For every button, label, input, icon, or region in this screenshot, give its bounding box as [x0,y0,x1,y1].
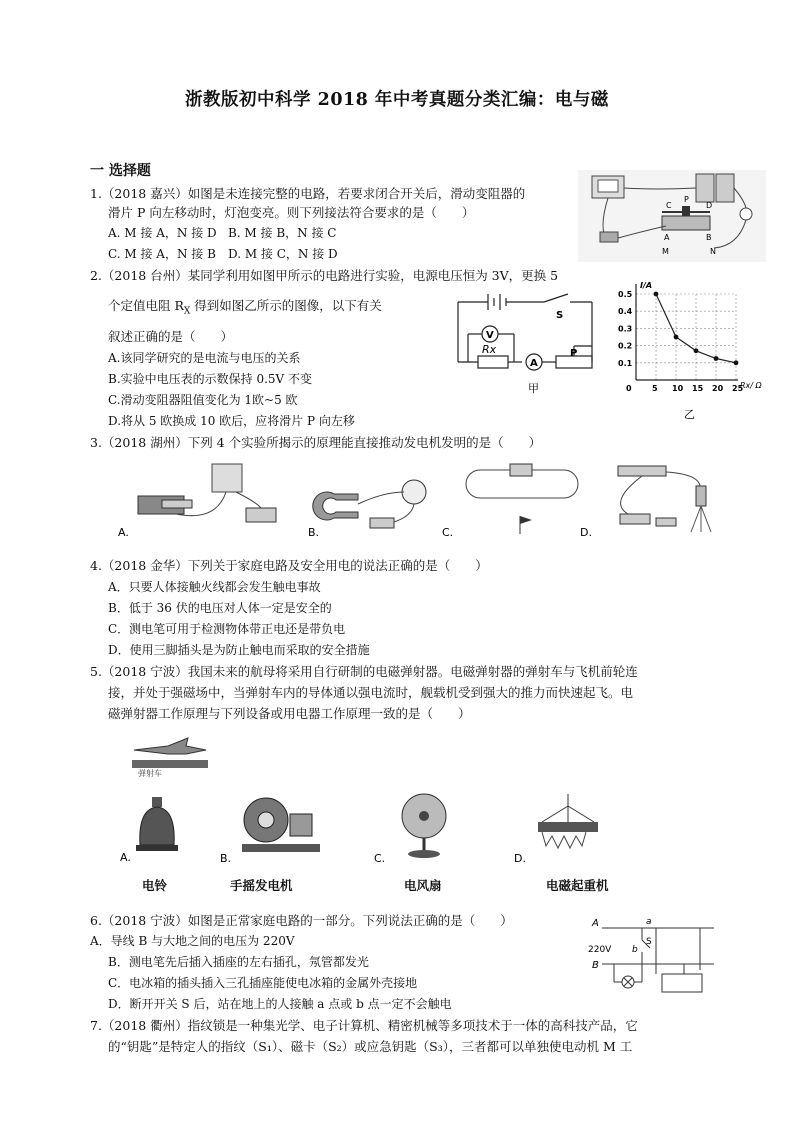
q1-label-m: M [662,247,669,256]
q2-graph-ylabel: I/A [640,281,653,290]
q2-option-b: B.实验中电压表的示数保持 0.5V 不变 [108,372,313,386]
q2-circuit-caption: 甲 [528,382,539,395]
q2-graph [616,278,782,428]
q3-figure-d [580,462,728,544]
q4-option-c: C．测电笔可用于检测物体带正电还是带负电 [108,622,346,636]
q7-stem-line2: 的“钥匙”是特定人的指纹（S₁）、磁卡（S₂）或应急钥匙（S₃），三者都可以单独使电动机 M 工 [108,1039,633,1054]
q2-graph-xlabel: Rx/ Ω [740,381,762,390]
q1-label-c: C [666,201,672,210]
q7-stem-line1: 7.（2018 衢州）指纹锁是一种集光学、电子计算机、精密机械等多项技术于一体的高科技产品，它 [90,1018,638,1033]
q1-stem-line1: 1.（2018 嘉兴）如图是未连接完整的电路，若要求闭合开关后，滑动变阻器的 [90,186,526,201]
q4-option-a: A．只要人体接触火线都会发生触电事故 [108,580,321,594]
q6-option-a: A．导线 B 与大地之间的电压为 220V [90,934,295,948]
q3-label-a: A. [118,526,129,539]
q5-stem-line2: 接，并处于强磁场中，当弹射车内的导体通以强电流时，舰载机受到强大的推力而快速起飞。电 [108,685,634,700]
q2-xtick-label: 15 [692,384,704,393]
q3-stem-line1: 3.（2018 湖州）下列 4 个实验所揭示的原理能直接推动发电机发明的是（ ） [90,435,542,450]
q2-xtick-label: 20 [712,384,724,393]
q6-point-b-label: b [632,945,638,955]
q5-label-c: C. [374,852,386,865]
q2-stem-line1: 2.（2018 台州）某同学利用如图甲所示的电路进行实验，电源电压恒为 3V，更换 5 [90,268,559,283]
q4-option-b: B．低于 36 伏的电压对人体一定是安全的 [108,601,332,615]
q5-stem-line1: 5.（2018 宁波）我国未来的航母将采用自行研制的电磁弹射器。电磁弹射器的弹射车与飞机前轮连 [90,664,638,679]
q5-caption-d: 电磁起重机 [546,878,609,893]
q3-figure-b [304,462,444,544]
q2-stem-line2: 个定值电阻 $R_X$ 得到如图乙所示的图像，以下有关 [108,298,382,317]
q5-figure-d-crane [512,792,622,866]
q2-xtick-label: 10 [672,384,684,393]
q3-figure-c [440,462,590,544]
q1-label-b: B [706,233,712,242]
q2-ytick-label: 0.3 [618,324,633,334]
q2-ytick-label: 0.1 [618,358,633,368]
q2-ytick-label: 0.4 [618,307,633,317]
q1-label-n: N [710,247,716,256]
q2-xtick-label: 5 [652,384,658,393]
q2-ytick-label: 0.5 [618,290,633,299]
q5-caption-a: 电铃 [142,878,168,893]
q2-option-c: C.滑动变阻器阻值变化为 1欧~5 欧 [108,393,298,407]
q3-figure-a [116,462,296,544]
q6-voltage-label: 220V [588,945,612,955]
q2-option-d: D.将从 5 欧换成 10 欧后，应将滑片 P 向左移 [108,414,355,428]
q2-option-a: A.该同学研究的是电流与电压的关系 [108,351,301,365]
q2-circuit-diagram [444,290,604,402]
q6-line-a-label: A [592,918,599,929]
q6-point-a-label: a [646,917,652,927]
q1-stem-line2: 滑片 P 向左移动时，灯泡变亮。则下列接法符合要求的是（ ） [108,205,475,220]
q6-option-d: D．断开开关 S 后，站在地上的人接触 a 点或 b 点一定不会触电 [108,997,452,1011]
q3-label-b: B. [308,526,320,539]
q6-switch-label: S [646,937,652,947]
q2-switch-label: S [556,310,564,321]
q4-option-d: D．使用三脚插头是为防止触电而采取的安全措施 [108,643,370,657]
q2-xtick-label: 25 [732,384,744,393]
q1-label-d: D [706,201,713,210]
q5-stem-line3: 磁弹射器工作原理与下列设备或用电器工作原理一致的是（ ） [108,706,471,721]
q5-figure-a-bell [118,795,198,867]
q5-label-d: D. [514,852,526,865]
q6-option-c: C．电冰箱的插头插入三孔插座能使电冰箱的金属外壳接地 [108,976,418,990]
q2-xtick-label: 0 [626,384,632,393]
q1-label-p: P [684,195,689,204]
q2-graph-caption: 乙 [684,408,695,421]
q5-caption-c: 电风扇 [404,878,442,893]
q3-label-d: D. [580,526,592,539]
q5-figure-b-generator [218,792,328,866]
q6-household-circuit [588,910,718,1002]
q5-label-a: A. [120,851,131,864]
q2-rx-label: Rx [482,343,497,356]
q2-ytick-label: 0.2 [618,341,633,351]
q5-catapult-label: 弹射车 [138,769,162,778]
q2-voltmeter-label: V [486,330,494,341]
q1-label-a: A [664,233,670,242]
q1-option-c: C. M 接 A，N 接 B [108,247,216,261]
q5-catapult-figure [128,732,212,778]
q3-label-c: C. [442,526,454,539]
q4-stem-line1: 4.（2018 金华）下列关于家庭电路及安全用电的说法正确的是（ ） [90,558,488,573]
q6-stem-line1: 6.（2018 宁波）如图是正常家庭电路的一部分。下列说法正确的是（ ） [90,913,513,928]
section-heading: 一 选择题 [90,163,151,179]
q1-option-d: D. M 接 C，N 接 D [228,247,338,261]
q2-slider-label: P [570,348,578,359]
q2-data-point [654,292,659,297]
q5-label-b: B. [220,852,232,865]
q2-stem-line3: 叙述正确的是（ ） [108,329,234,344]
q1-option-a: A. M 接 A，N 接 D [108,226,217,240]
q5-figure-c-fan [372,792,462,866]
q1-option-b: B. M 接 B，N 接 C [228,226,337,240]
q2-data-point [694,348,699,353]
q2-ammeter-label: A [530,358,538,369]
q6-option-b: B．测电笔先后插入插座的左右插孔，氖管都发光 [108,955,369,969]
q6-line-b-label: B [592,960,599,971]
q2-data-point [714,356,719,361]
q2-data-point [734,360,739,365]
q5-caption-b: 手摇发电机 [230,878,293,893]
q2-data-point [674,335,679,340]
q1-circuit-figure [578,170,766,262]
page-title: 浙教版初中科学 2018 年中考真题分类汇编：电与磁 [185,90,609,110]
